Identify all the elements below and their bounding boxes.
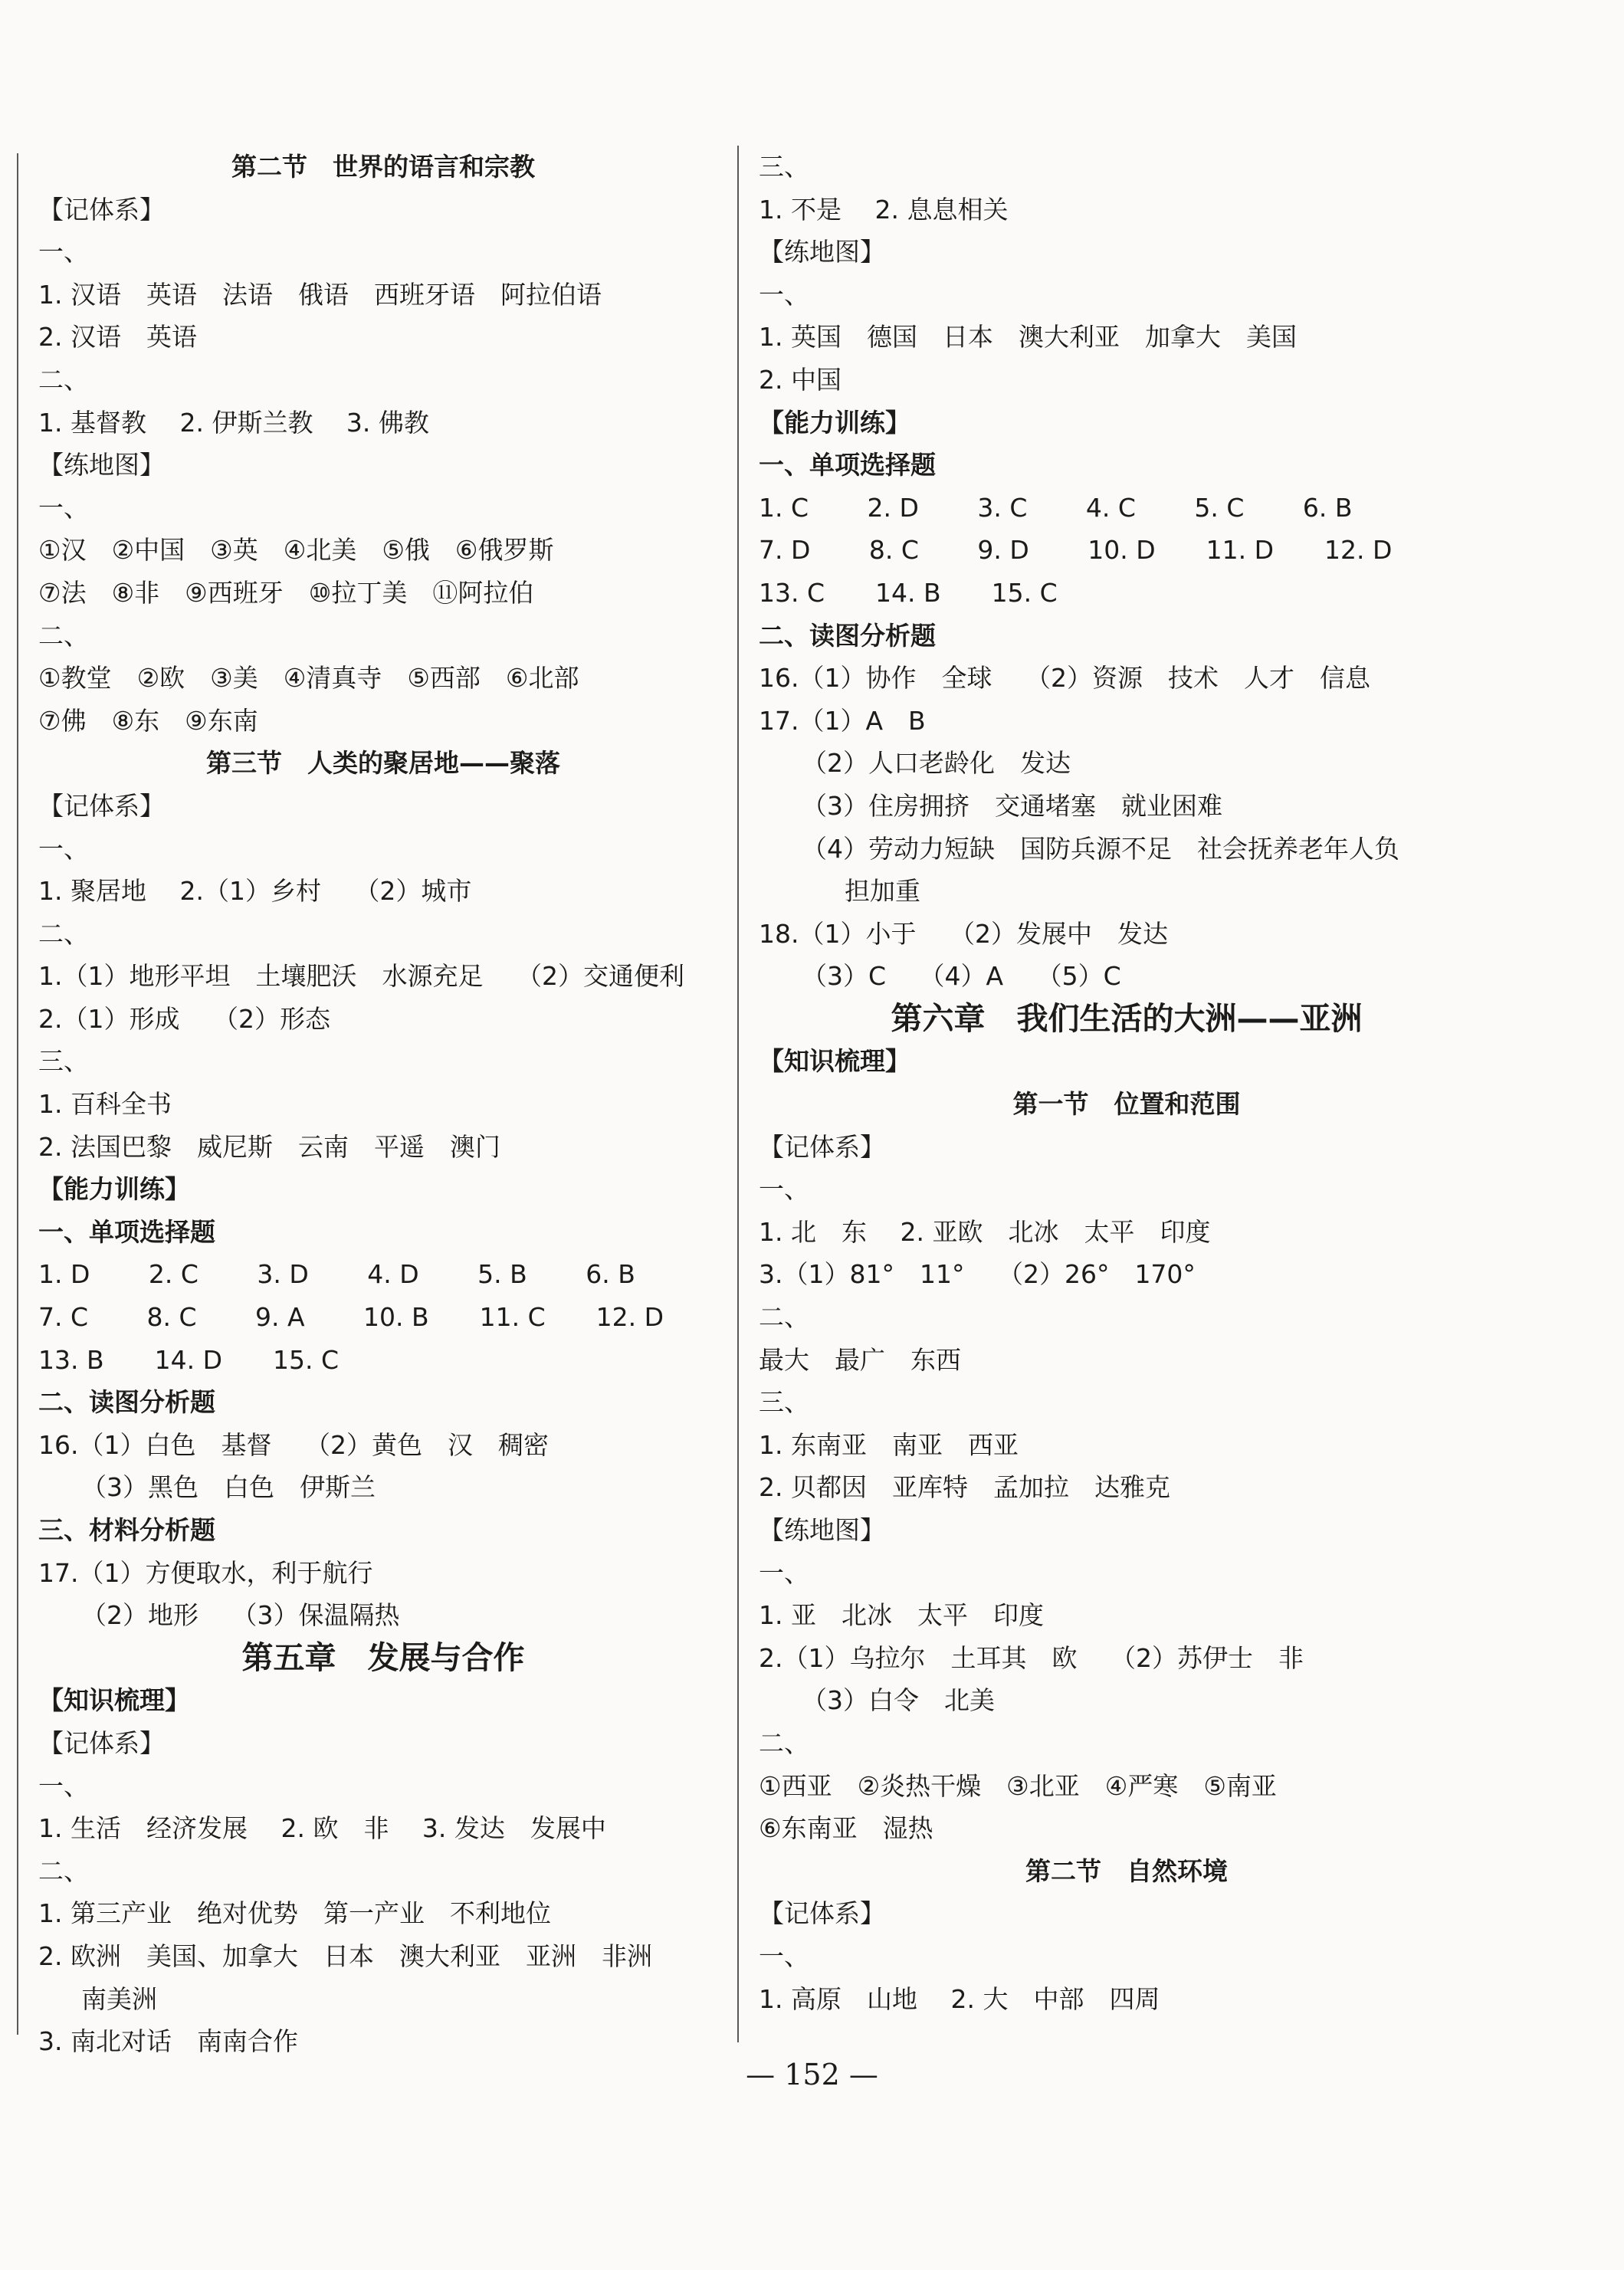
left-line: 【记体系】 — [38, 194, 165, 225]
left-line: 二、 — [38, 364, 89, 395]
left-line: 【知识梳理】 — [38, 1685, 190, 1716]
left-line: 二、 — [38, 1855, 89, 1886]
right-line: 一、 — [759, 1174, 809, 1205]
right-line: 【知识梳理】 — [759, 1046, 910, 1077]
left-line: 三、材料分析题 — [38, 1515, 215, 1545]
column-divider — [737, 146, 739, 2042]
left-line: 南美洲 — [81, 1983, 157, 2014]
left-line: 1. D 2. C 3. D 4. D 5. B 6. B — [38, 1259, 635, 1290]
left-line: 一、 — [38, 492, 89, 523]
right-line: 1. 东南亚 南亚 西亚 — [759, 1429, 1019, 1460]
right-line: 一、 — [759, 1940, 809, 1971]
left-line: 一、单项选择题 — [38, 1216, 215, 1247]
right-line: （3）C （4）A （5）C — [802, 961, 1121, 992]
left-line: （2）地形 （3）保温隔热 — [81, 1600, 400, 1631]
left-line: 1. 百科全书 — [38, 1089, 172, 1120]
page-number: — 152 — — [746, 2058, 878, 2091]
left-line: 二、 — [38, 620, 89, 651]
right-line: 第一节 位置和范围 — [1012, 1089, 1241, 1120]
right-line: 第六章 我们生活的大洲——亚洲 — [891, 999, 1363, 1037]
right-line: 一、 — [759, 279, 809, 310]
left-line: ⑦佛 ⑧东 ⑨东南 — [38, 705, 258, 736]
left-line: ①汉 ②中国 ③英 ④北美 ⑤俄 ⑥俄罗斯 — [38, 535, 554, 566]
right-line: 3.（1）81° 11° （2）26° 170° — [759, 1259, 1196, 1290]
right-line: 1. C 2. D 3. C 4. C 5. C 6. B — [759, 492, 1353, 523]
right-line: 【练地图】 — [759, 1515, 885, 1545]
left-line: 二、读图分析题 — [38, 1387, 215, 1418]
right-line: 1. 北 东 2. 亚欧 北冰 太平 印度 — [759, 1216, 1211, 1247]
right-line: 一、单项选择题 — [759, 450, 936, 481]
left-line: 1.（1）地形平坦 土壤肥沃 水源充足 （2）交通便利 — [38, 961, 684, 992]
right-line: 担加重 — [845, 876, 920, 907]
left-line: 3. 南北对话 南南合作 — [38, 2026, 298, 2057]
left-line: 【记体系】 — [38, 1727, 165, 1758]
left-line: 2. 汉语 英语 — [38, 322, 197, 353]
left-line: 2. 法国巴黎 威尼斯 云南 平遥 澳门 — [38, 1131, 500, 1162]
left-line: 17.（1）方便取水，利于航行 — [38, 1557, 373, 1588]
left-line: 第五章 发展与合作 — [241, 1639, 525, 1676]
right-line: 17.（1）A B — [759, 705, 926, 736]
left-line: 【练地图】 — [38, 450, 165, 481]
left-line: 第二节 世界的语言和宗教 — [231, 152, 535, 182]
right-line: （3）住房拥挤 交通堵塞 就业困难 — [802, 790, 1222, 821]
right-line: 最大 最广 东西 — [759, 1344, 961, 1375]
left-line: 三、 — [38, 1046, 89, 1077]
left-line: 一、 — [38, 1770, 89, 1801]
left-line: （3）黑色 白色 伊斯兰 — [81, 1472, 376, 1503]
left-line: 1. 第三产业 绝对优势 第一产业 不利地位 — [38, 1898, 551, 1929]
left-line: ①教堂 ②欧 ③美 ④清真寺 ⑤西部 ⑥北部 — [38, 663, 579, 694]
right-line: 13. C 14. B 15. C — [759, 577, 1058, 608]
right-line: 【记体系】 — [759, 1898, 885, 1929]
left-line: 2. 欧洲 美国、加拿大 日本 澳大利亚 亚洲 非洲 — [38, 1940, 652, 1971]
right-line: 第二节 自然环境 — [1025, 1855, 1228, 1886]
left-line: 一、 — [38, 237, 89, 267]
right-line: 7. D 8. C 9. D 10. D 11. D 12. D — [759, 535, 1393, 566]
right-line: （3）白令 北美 — [802, 1685, 995, 1716]
right-line: 二、 — [759, 1727, 809, 1758]
left-line: 第三节 人类的聚居地——聚落 — [206, 748, 560, 779]
right-line: 一、 — [759, 1557, 809, 1588]
left-line: 1. 生活 经济发展 2. 欧 非 3. 发达 发展中 — [38, 1813, 606, 1844]
left-line: 1. 基督教 2. 伊斯兰教 3. 佛教 — [38, 407, 429, 438]
left-line: 【能力训练】 — [38, 1174, 190, 1205]
right-line: 16.（1）协作 全球 （2）资源 技术 人才 信息 — [759, 663, 1370, 694]
right-line: 1. 不是 2. 息息相关 — [759, 194, 1009, 225]
left-line: 【记体系】 — [38, 790, 165, 821]
left-line: 16.（1）白色 基督 （2）黄色 汉 稠密 — [38, 1429, 549, 1460]
right-line: 三、 — [759, 1387, 809, 1418]
right-line: 2. 中国 — [759, 364, 842, 395]
left-line: 1. 聚居地 2.（1）乡村 （2）城市 — [38, 876, 472, 907]
right-line: （2）人口老龄化 发达 — [802, 748, 1071, 779]
left-line: 7. C 8. C 9. A 10. B 11. C 12. D — [38, 1302, 664, 1333]
right-line: 18.（1）小于 （2）发展中 发达 — [759, 918, 1168, 949]
right-line: 二、读图分析题 — [759, 620, 936, 651]
left-line: 二、 — [38, 918, 89, 949]
left-line: 2.（1）形成 （2）形态 — [38, 1003, 330, 1034]
left-line: ⑦法 ⑧非 ⑨西班牙 ⑩拉丁美 ⑪阿拉伯 — [38, 577, 534, 608]
right-line: 三、 — [759, 152, 809, 182]
left-line: 13. B 14. D 15. C — [38, 1344, 340, 1375]
right-line: 二、 — [759, 1302, 809, 1333]
right-line: 1. 英国 德国 日本 澳大利亚 加拿大 美国 — [759, 322, 1297, 353]
right-line: 【练地图】 — [759, 237, 885, 267]
right-column — [759, 146, 1494, 2020]
left-line: 一、 — [38, 833, 89, 864]
right-line: ⑥东南亚 湿热 — [759, 1813, 933, 1844]
right-line: 2.（1）乌拉尔 土耳其 欧 （2）苏伊士 非 — [759, 1642, 1304, 1673]
right-line: 【记体系】 — [759, 1131, 885, 1162]
right-line: 2. 贝都因 亚库特 孟加拉 达雅克 — [759, 1472, 1170, 1503]
right-line: （4）劳动力短缺 国防兵源不足 社会抚养老年人负 — [802, 833, 1399, 864]
right-line: 1. 亚 北冰 太平 印度 — [759, 1600, 1044, 1631]
left-column — [38, 146, 728, 2063]
left-margin-rule — [17, 153, 18, 2035]
right-line: 1. 高原 山地 2. 大 中部 四周 — [759, 1983, 1160, 2014]
right-line: 【能力训练】 — [759, 407, 910, 438]
right-line: ①西亚 ②炎热干燥 ③北亚 ④严寒 ⑤南亚 — [759, 1770, 1277, 1801]
left-line: 1. 汉语 英语 法语 俄语 西班牙语 阿拉伯语 — [38, 279, 602, 310]
